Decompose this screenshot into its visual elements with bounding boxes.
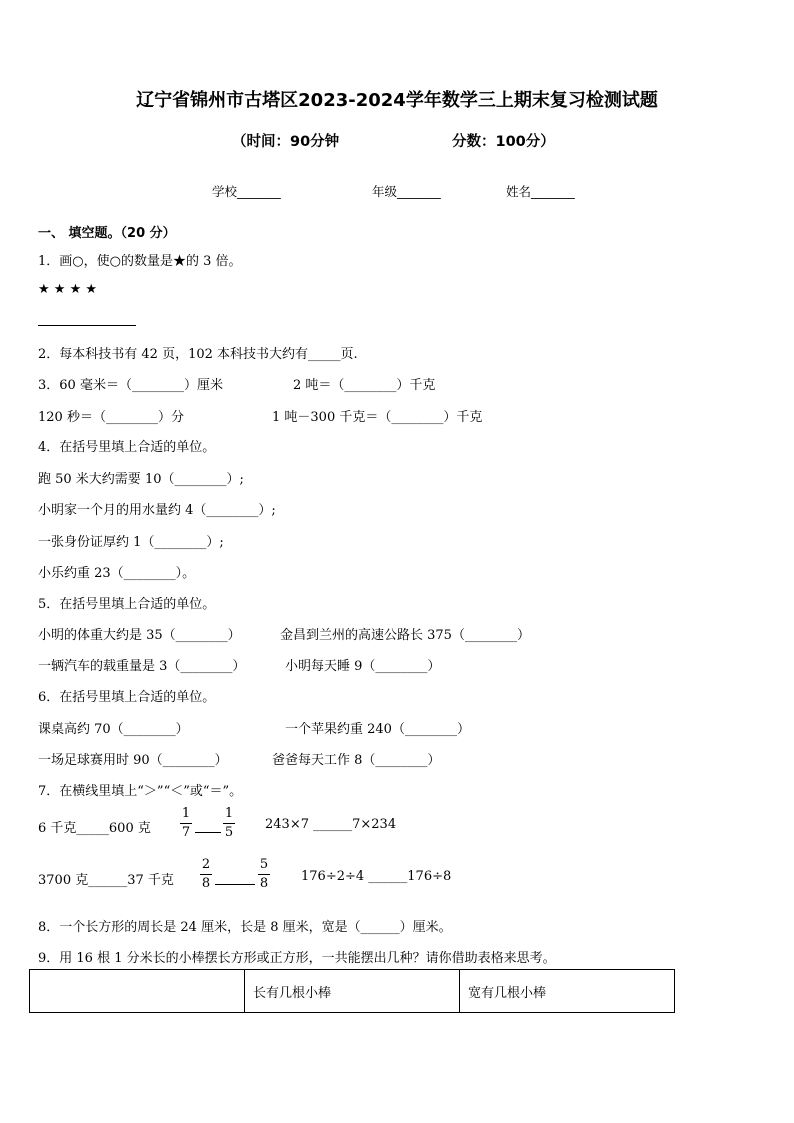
question-4b: 小明家一个月的用水量约 4（________）; [38, 503, 276, 518]
question-3c: 120 秒＝（________）分 [38, 410, 184, 425]
question-5d: 小明每天睡 9（________） [285, 659, 441, 674]
question-7c: 243×7 ______7×234 [265, 817, 397, 832]
table-header-length: 长有几根小棒 [245, 970, 460, 1013]
grade-field[interactable]: 年级_______ [372, 184, 441, 199]
table-cell-empty[interactable] [30, 970, 245, 1013]
question-3d: 1 吨－300 千克＝（________）千克 [272, 410, 483, 425]
question-6: 6．在括号里填上合适的单位。 [38, 690, 216, 705]
compare-blank[interactable] [195, 832, 221, 833]
question-5: 5．在括号里填上合适的单位。 [38, 597, 216, 612]
fraction-denominator: 8 [201, 876, 211, 891]
star-row: ★ ★ ★ ★ [38, 282, 98, 297]
question-5c: 一辆汽车的载重量是 3（________） [38, 659, 246, 674]
page-title: 辽宁省锦州市古塔区2023-2024学年数学三上期末复习检测试题 [136, 90, 658, 111]
question-7a: 6 千克_____600 克 [38, 821, 151, 836]
question-6c: 一场足球赛用时 90（________） [38, 753, 228, 768]
fraction-numerator: 1 [181, 806, 191, 821]
question-3a: 3．60 毫米＝（________）厘米 [38, 378, 223, 393]
question-6d: 爸爸每天工作 8（________） [272, 753, 441, 768]
question-6b: 一个苹果约重 240（________） [285, 722, 470, 737]
drawing-answer-line[interactable] [38, 325, 136, 326]
question-7d: 3700 克______37 千克 [38, 873, 174, 888]
question-6a: 课桌高约 70（________） [38, 722, 189, 737]
exam-score: 分数：100分） [452, 134, 555, 150]
section-heading: 一、 填空题。（20 分） [38, 226, 176, 241]
question-8: 8．一个长方形的周长是 24 厘米，长是 8 厘米，宽是（______）厘米。 [38, 920, 452, 935]
fraction-2-8 [200, 857, 212, 892]
fraction-numerator: 1 [224, 806, 234, 821]
fraction-1-5 [223, 806, 235, 841]
question-4c: 一张身份证厚约 1（________）; [38, 535, 224, 550]
table-header-width: 宽有几根小棒 [460, 970, 675, 1013]
exam-time: （时间：90分钟 [232, 134, 340, 150]
question-7f: 176÷2÷4 ______176÷8 [301, 869, 452, 884]
fraction-numerator: 2 [201, 857, 211, 872]
question-5b: 金昌到兰州的高速公路长 375（________） [280, 628, 530, 643]
fraction-1-7 [180, 806, 192, 841]
question-4a: 跑 50 米大约需要 10（________）; [38, 472, 244, 487]
question-4: 4．在括号里填上合适的单位。 [38, 440, 216, 455]
table-row [30, 970, 675, 1013]
question-9: 9．用 16 根 1 分米长的小棒摆长方形或正方形，一共能摆出几种？请你借助表格来思考。 [38, 951, 556, 966]
question-1: 1．画○，使○的数量是★的 3 倍。 [38, 254, 242, 269]
fraction-denominator: 7 [181, 825, 191, 840]
fraction-numerator: 5 [259, 857, 269, 872]
question-2: 2．每本科技书有 42 页，102 本科技书大约有_____页. [38, 347, 358, 362]
question-7: 7．在横线里填上“＞”“＜”或“＝”。 [38, 784, 243, 799]
question-4d: 小乐约重 23（________）。 [38, 566, 196, 581]
compare-blank[interactable] [215, 884, 255, 885]
question-3b: 2 吨＝（________）千克 [293, 378, 436, 393]
fraction-denominator: 5 [224, 825, 234, 840]
name-field[interactable]: 姓名_______ [506, 184, 575, 199]
question-5a: 小明的体重大约是 35（________） [38, 628, 241, 643]
fraction-denominator: 8 [259, 876, 269, 891]
answer-table [29, 969, 675, 1013]
school-field[interactable]: 学校_______ [212, 184, 281, 199]
fraction-5-8 [258, 857, 270, 892]
